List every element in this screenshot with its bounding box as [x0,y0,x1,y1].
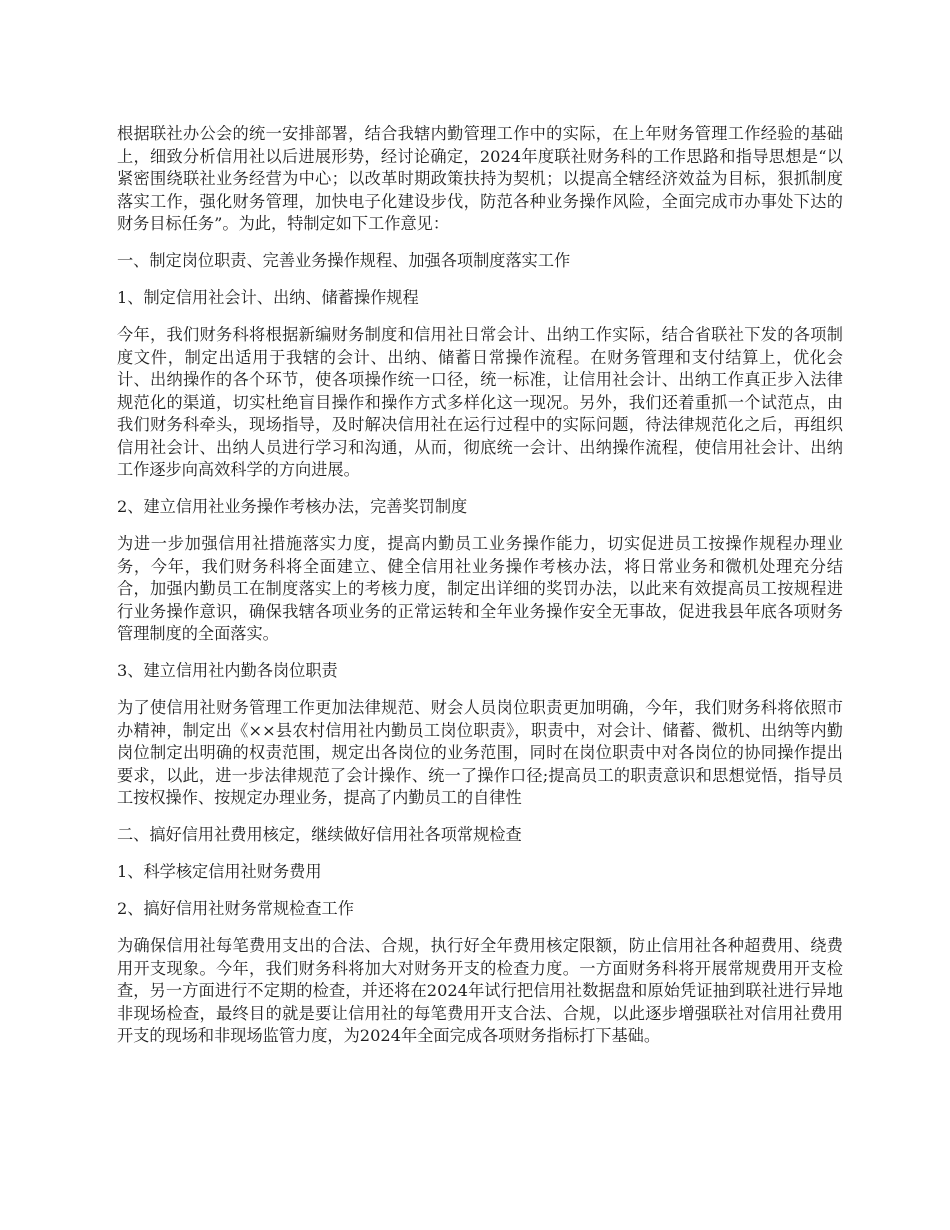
section-heading-2: 二、搞好信用社费用核定，继续做好信用社各项常规检查 [117,825,522,844]
body-paragraph-1-2: 为进一步加强信用社措施落实力度，提高内勤员工业务操作能力，切实促进员工按操作规程办理业务，今年，我们财务科将全面建立、健全信用社业务操作考核办法，将日常业务和微机处理充分结合，加强内勤员工在制度落实上的考核力度，制定出详细的奖罚办法，以此来有效提高员工按规程进行业务操作意识，确保我辖各项业务的正常运转和全年业务操作安全无事故，促进我县年底各项财务管理制度的全面落实。 [117,534,843,643]
subsection-heading-2-2: 2、搞好信用社财务常规检查工作 [117,899,354,918]
body-paragraph-1-1: 今年，我们财务科将根据新编财务制度和信用社日常会计、出纳工作实际，结合省联社下发的各项制度文件，制定出适用于我辖的会计、出纳、储蓄日常操作流程。在财务管理和支付结算上，优化会计、出纳操作的各个环节，使各项操作统一口径，统一标准，让信用社会计、出纳工作真正步入法律规范化的渠道，切实杜绝盲目操作和操作方式多样化这一现况。另外，我们还着重抓一个试范点，由我们财务科牵头，现场指导，及时解决信用社在运行过程中的实际问题，待法律规范化之后，再组织信用社会计、出纳人员进行学习和沟通，从而，彻底统一会计、出纳操作流程，使信用社会计、出纳工作逐步向高效科学的方向进展。 [117,325,843,479]
body-paragraph-2-2: 为确保信用社每笔费用支出的合法、合规，执行好全年费用核定限额，防止信用社各种超费用、绕费用开支现象。今年，我们财务科将加大对财务开支的检查力度。一方面财务科将开展常规费用开支检查，另一方面进行不定期的检查，并还将在2024年试行把信用社数据盘和原始凭证抽到联社进行异地非现场检查，最终目的就是要让信用社的每笔费用开支合法、合规，以此逐步增强联社对信用社费用开支的现场和非现场监管力度，为2024年全面完成各项财务指标打下基础。 [117,936,843,1045]
document-body [117,123,843,1062]
subsection-heading-1-2: 2、建立信用社业务操作考核办法，完善奖罚制度 [117,497,468,516]
subsection-heading-1-1: 1、制定信用社会计、出纳、储蓄操作规程 [117,288,419,307]
section-heading-1: 一、制定岗位职责、完善业务操作规程、加强各项制度落实工作 [117,251,571,270]
subsection-heading-1-3: 3、建立信用社内勤各岗位职责 [117,661,338,680]
subsection-heading-2-1: 1、科学核定信用社财务费用 [117,862,322,881]
intro-paragraph: 根据联社办公会的统一安排部署，结合我辖内勤管理工作中的实际，在上年财务管理工作经验的基础上，细致分析信用社以后进展形势，经讨论确定，2024年度联社财务科的工作思路和指导思想是“以紧密围绕联社业务经营为中心；以改革时期政策扶持为契机；以提高全辖经济效益为目标，狠抓制度落实工作，强化财务管理，加快电子化建设步伐，防范各种业务操作风险，全面完成市办事处下达的财务目标任务”。为此，特制定如下工作意见： [117,124,843,233]
body-paragraph-1-3: 为了使信用社财务管理工作更加法律规范、财会人员岗位职责更加明确，今年，我们财务科将依照市办精神，制定出《××县农村信用社内勤员工岗位职责》，职责中，对会计、储蓄、微机、出纳等内勤岗位制定出明确的权责范围，规定出各岗位的业务范围，同时在岗位职责中对各岗位的协同操作提出要求，以此，进一步法律规范了会计操作、统一了操作口径;提高员工的职责意识和思想觉悟，指导员工按权操作、按规定办理业务，提高了内勤员工的自律性 [117,698,843,807]
